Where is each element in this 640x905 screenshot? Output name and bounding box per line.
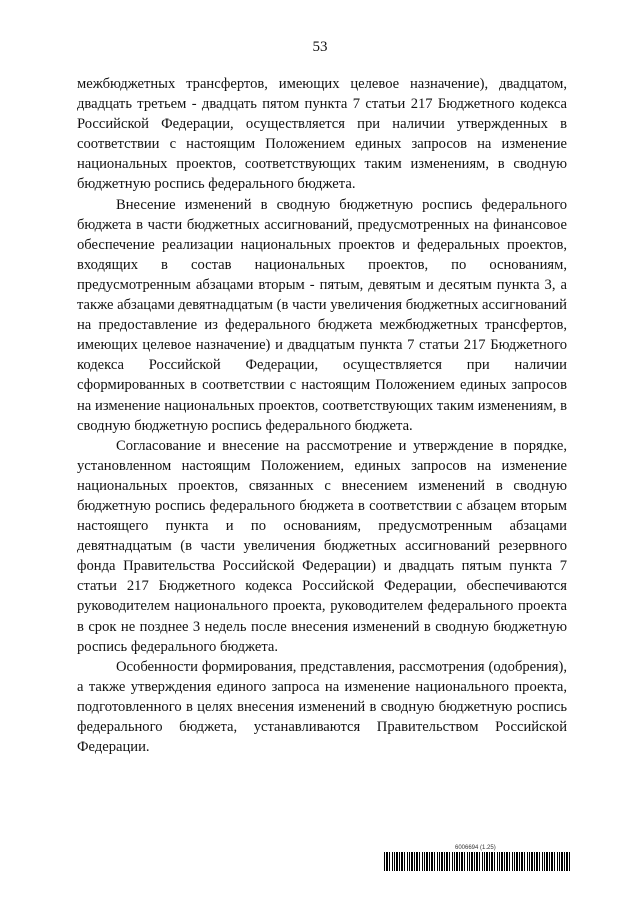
paragraph: Особенности формирования, представления, рассмотрения (одобрения), а также утверждения единого запроса на изменение национального проекта, подготовленного в целях внесения изменений в сводную бюджетную роспись федерального бюджета, устанавливаются Правительством Российской Федерации. [77, 658, 567, 756]
barcode-caption: 6006694 (1.25) [455, 845, 496, 851]
page-number: 53 [312, 39, 328, 55]
body-text [77, 74, 567, 757]
barcode [384, 852, 570, 871]
paragraph: межбюджетных трансфертов, имеющих целевое назначение), двадцатом, двадцать третьем - двадцать пятом пункта 7 статьи 217 Бюджетного кодекса Российской Федерации, осуществляется при наличии утвержденных в соответствии с настоящим Положением единых запросов на изменение национальных проектов, соответствующих таким изменениям, в сводную бюджетную роспись федерального бюджета. [77, 76, 567, 193]
paragraph: Согласование и внесение на рассмотрение и утверждение в порядке, установленном настоящим Положением, единых запросов на изменение национальных проектов, связанных с внесением изменений в сводную бюджетную роспись федерального бюджета в соответствии с абзацем вторым настоящего пункта и по основаниям, предусмотренным абзацами девятнадцатым (в части увеличения бюджетных ассигнований резервного фонда Правительства Российской Федерации) и двадцать пятым пункта 7 статьи 217 Бюджетного кодекса Российской Федерации, обеспечиваются руководителем национального проекта, руководителем федерального проекта в срок не позднее 3 недель после внесения изменений в сводную бюджетную роспись федерального бюджета. [77, 437, 567, 655]
paragraph: Внесение изменений в сводную бюджетную роспись федерального бюджета в части бюджетных ассигнований, предусмотренных на финансовое обеспечение реализации национальных проектов и федеральных проектов, входящих в состав национальных проектов, по основаниям, предусмотренным абзацами вторым - пятым, девятым и десятым пункта 3, а также абзацами девятнадцатым (в части увеличения бюджетных ассигнований на предоставление из федерального бюджета межбюджетных трансфертов, имеющих целевое назначение) и двадцатым пункта 7 статьи 217 Бюджетного кодекса Российской Федерации, осуществляется при наличии сформированных в соответствии с настоящим Положением единых запросов на изменение национальных проектов, соответствующих таким изменениям, в сводную бюджетную роспись федерального бюджета. [77, 196, 567, 434]
